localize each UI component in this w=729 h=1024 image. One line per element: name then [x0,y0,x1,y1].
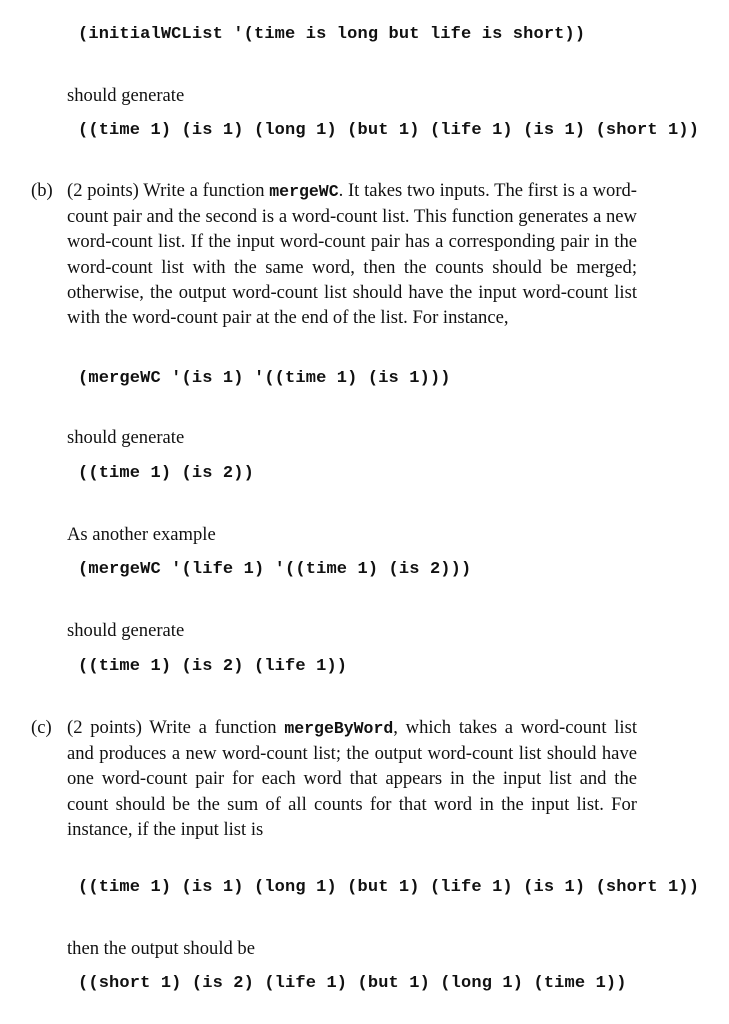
then-output-text: then the output should be [67,938,255,959]
part-b-points-text: (2 points) Write a function [67,180,270,201]
code-merge-wc-example-1: (mergeWC '(is 1) '((time 1) (is 1))) [78,369,451,388]
output-merge-wc-example-1: ((time 1) (is 2)) [78,464,254,483]
merge-wc-function-name: mergeWC [269,182,339,201]
should-generate-text: should generate [67,620,185,641]
part-c-description: , which takes a word-count list and produces a new word-count list; the output word-count list should have one word-count pair for each word that appears in the input list and the count should be the sum of all counts for that word in the input list. For instance, if the input list is [67,717,637,840]
part-b-paragraph [67,178,637,330]
code-merge-wc-example-2: (mergeWC '(life 1) '((time 1) (is 2))) [78,560,472,579]
output-initial-wc-list: ((time 1) (is 1) (long 1) (but 1) (life 1) (is 1) (short 1)) [78,121,700,140]
should-generate-text: should generate [67,427,185,448]
code-initial-wc-list: (initialWCList '(time is long but life is short)) [78,25,586,44]
code-output-list: ((short 1) (is 2) (life 1) (but 1) (long 1) (time 1)) [78,974,627,993]
part-b-label: (b) [31,180,53,201]
merge-by-word-function-name: mergeByWord [284,719,394,738]
part-b-description: . It takes two inputs. The first is a word-count pair and the second is a word-count list. This function generates a new word-count list. If the input word-count pair has a corresponding pair in the word-count list with the same word, then the counts should be merged; otherwise, the output word-count list should have the input word-count list with the word-count pair at the end of the list. For instance, [67,180,637,329]
part-c-points-text: (2 points) Write a function [67,717,285,738]
another-example-text: As another example [67,524,216,545]
part-c-paragraph [67,715,637,842]
output-merge-wc-example-2: ((time 1) (is 2) (life 1)) [78,657,348,676]
code-input-list: ((time 1) (is 1) (long 1) (but 1) (life 1) (is 1) (short 1)) [78,878,700,897]
should-generate-text: should generate [67,85,185,106]
part-c-label: (c) [31,717,52,738]
